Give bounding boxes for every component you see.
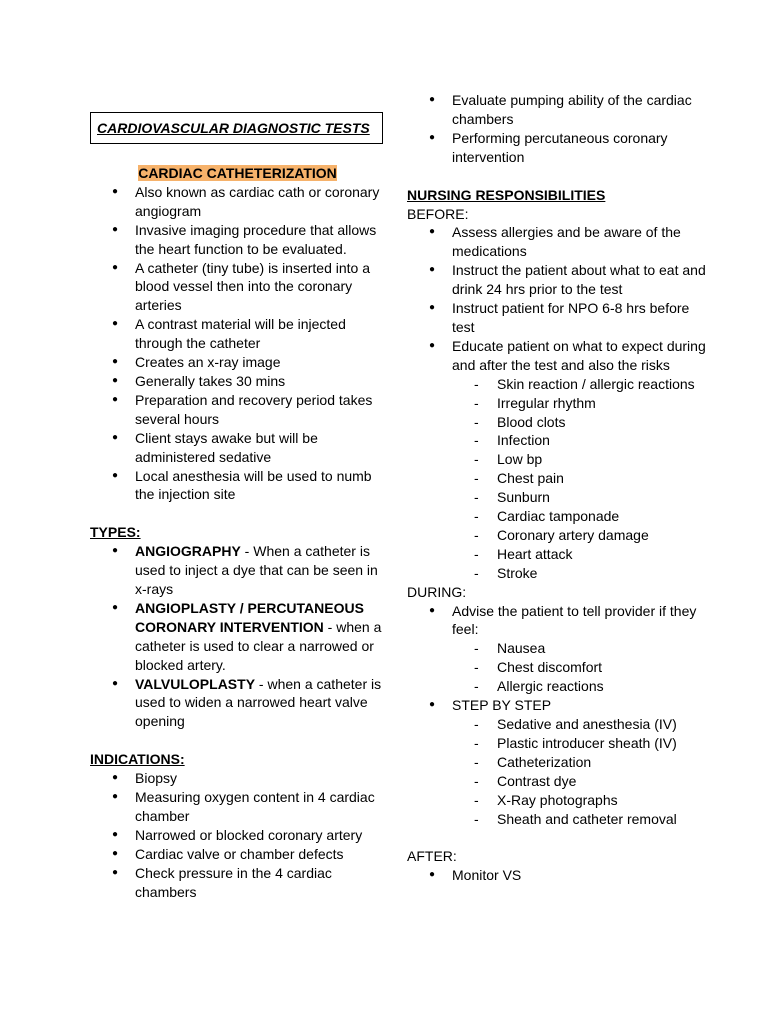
- list-item: [90, 675, 385, 732]
- intro-list: [90, 183, 385, 504]
- list-item: ● Invasive imaging procedure that allows the heart function to be evaluated.: [90, 221, 385, 259]
- list-item: ● Evaluate pumping ability of the cardiac chambers: [407, 91, 707, 129]
- list-item: ● Creates an x-ray image: [90, 353, 385, 372]
- step-item: - Sheath and catheter removal: [452, 810, 707, 829]
- list-item: ● Measuring oxygen content in 4 cardiac chamber: [90, 788, 385, 826]
- type-desc: - when a catheter is used to clear a narrowed or blocked artery.: [135, 618, 382, 673]
- list-item: ● Local anesthesia will be used to numb the injection site: [90, 467, 385, 505]
- list-item: ● Narrowed or blocked coronary artery: [90, 826, 385, 845]
- risk-item: - Stroke: [452, 564, 707, 583]
- feel-item: - Chest discomfort: [452, 658, 707, 677]
- list-item: ● Also known as cardiac cath or coronary angiogram: [90, 183, 385, 221]
- step-item: - Plastic introducer sheath (IV): [452, 734, 707, 753]
- risk-item: - Cardiac tamponade: [452, 507, 707, 526]
- type-desc: - When a catheter is used to inject a dye that can be seen in x-rays: [135, 543, 378, 598]
- risk-item: - Irregular rhythm: [452, 394, 707, 413]
- steps-list: [452, 715, 707, 828]
- document-title: CARDIOVASCULAR DIAGNOSTIC TESTS: [90, 112, 383, 144]
- risks-list: [452, 375, 707, 583]
- during-list: [407, 602, 707, 640]
- risk-item: - Infection: [452, 431, 707, 450]
- types-list: [90, 542, 385, 731]
- list-item: ● Assess allergies and be aware of the medications: [407, 223, 707, 261]
- risk-item: - Low bp: [452, 450, 707, 469]
- list-item: ● Performing percutaneous coronary intervention: [407, 129, 707, 167]
- before-list: [407, 223, 707, 374]
- feel-item: - Nausea: [452, 639, 707, 658]
- risk-item: - Sunburn: [452, 488, 707, 507]
- left-column: [90, 112, 385, 902]
- list-item: [90, 599, 385, 675]
- section-title-wrap: [90, 164, 385, 183]
- step-item: - Contrast dye: [452, 772, 707, 791]
- after-list: [407, 866, 707, 885]
- list-item: ● Generally takes 30 mins: [90, 372, 385, 391]
- list-item: ● Monitor VS: [407, 866, 707, 885]
- indications-list: [90, 769, 385, 901]
- step-item: - Sedative and anesthesia (IV): [452, 715, 707, 734]
- list-item: ● Advise the patient to tell provider if they feel:: [407, 602, 707, 640]
- list-item: ● STEP BY STEP: [407, 696, 707, 715]
- section-title: CARDIAC CATHETERIZATION: [138, 165, 337, 181]
- type-term: ANGIOGRAPHY: [135, 543, 241, 560]
- indications-heading: INDICATIONS:: [90, 751, 185, 768]
- risk-item: - Blood clots: [452, 413, 707, 432]
- type-term: VALVULOPLASTY: [135, 675, 256, 692]
- nursing-heading: NURSING RESPONSIBILITIES: [407, 186, 606, 203]
- after-label: AFTER:: [407, 848, 457, 865]
- list-item: [90, 542, 385, 599]
- type-term: ANGIOPLASTY / PERCUTANEOUS CORONARY INTERVENTION: [135, 599, 364, 635]
- list-item: ● A catheter (tiny tube) is inserted into a blood vessel then into the coronary arteries: [90, 259, 385, 316]
- list-item: ● Biopsy: [90, 769, 385, 788]
- indications-list-continued: [407, 91, 707, 167]
- during-label: DURING:: [407, 583, 467, 600]
- step-item: - X-Ray photographs: [452, 791, 707, 810]
- risk-item: - Heart attack: [452, 545, 707, 564]
- during-feel-list: [452, 639, 707, 696]
- type-desc: - when a catheter is used to widen a narrowed heart valve opening: [135, 675, 382, 730]
- list-item: ● Preparation and recovery period takes several hours: [90, 391, 385, 429]
- types-heading: TYPES:: [90, 524, 141, 541]
- risk-item: - Chest pain: [452, 469, 707, 488]
- list-item: ● A contrast material will be injected through the catheter: [90, 315, 385, 353]
- risk-item: - Skin reaction / allergic reactions: [452, 375, 707, 394]
- list-item: ● Client stays awake but will be administered sedative: [90, 429, 385, 467]
- before-label: BEFORE:: [407, 205, 469, 222]
- step-list: [407, 696, 707, 715]
- list-item: ● Instruct the patient about what to eat and drink 24 hrs prior to the test: [407, 261, 707, 299]
- feel-item: - Allergic reactions: [452, 677, 707, 696]
- risk-item: - Coronary artery damage: [452, 526, 707, 545]
- right-column: [407, 91, 707, 885]
- list-item: ● Cardiac valve or chamber defects: [90, 845, 385, 864]
- list-item: ● Instruct patient for NPO 6-8 hrs before test: [407, 299, 707, 337]
- list-item: ● Check pressure in the 4 cardiac chambers: [90, 864, 385, 902]
- list-item: ● Educate patient on what to expect during and after the test and also the risks: [407, 337, 707, 375]
- step-item: - Catheterization: [452, 753, 707, 772]
